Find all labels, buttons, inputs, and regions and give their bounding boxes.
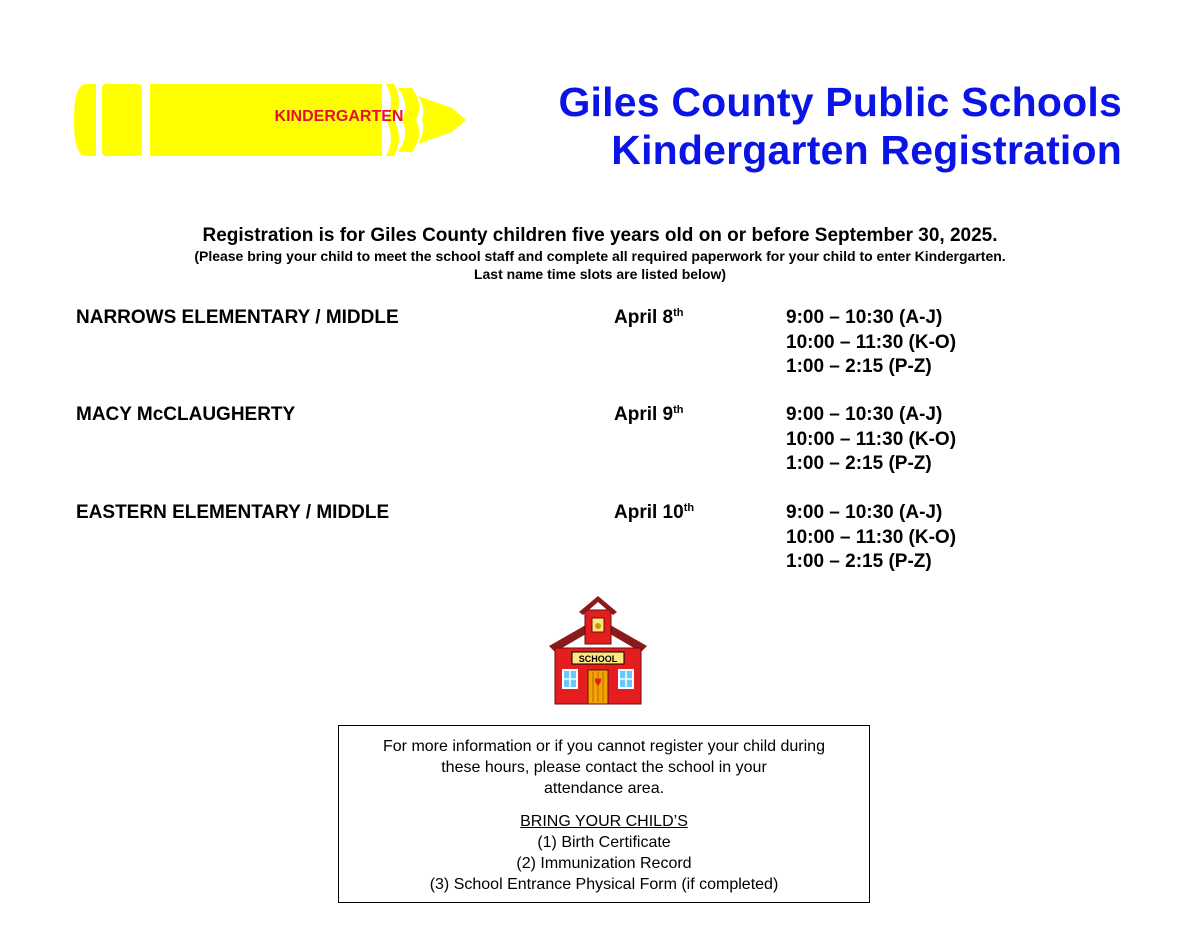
page-title [482, 78, 1122, 174]
info-line-1: For more information or if you cannot register your child during [383, 738, 825, 755]
bring-heading: BRING YOUR CHILD’S [520, 813, 688, 830]
schoolhouse-sign: SCHOOL [578, 654, 618, 664]
time-slot: 9:00 – 10:30 (A-J) [786, 502, 943, 523]
school-name: NARROWS ELEMENTARY / MIDDLE [76, 307, 399, 328]
bring-item: (2) Immunization Record [516, 855, 692, 872]
time-slots [786, 306, 956, 380]
time-slot: 10:00 – 11:30 (K-O) [786, 428, 957, 450]
registration-date: April 9th [614, 404, 684, 425]
registration-date: April 10th [614, 502, 695, 523]
title-line-1: Giles County Public Schools [558, 79, 1122, 125]
registration-intro [0, 225, 1200, 283]
bring-item: (3) School Entrance Physical Form (if completed) [429, 876, 779, 893]
time-slot: 1:00 – 2:15 (P-Z) [786, 453, 932, 474]
info-box [338, 725, 870, 903]
info-line-2: these hours, please contact the school in your [441, 759, 767, 776]
bring-item: (1) Birth Certificate [537, 834, 671, 851]
crayon-label: KINDERGARTEN [274, 108, 404, 125]
time-slot: 1:00 – 2:15 (P-Z) [786, 551, 932, 572]
schoolhouse-icon [545, 596, 651, 706]
school-name: EASTERN ELEMENTARY / MIDDLE [76, 502, 390, 523]
time-slots [786, 403, 956, 477]
title-line-2: Kindergarten Registration [611, 127, 1122, 173]
time-slot: 10:00 – 11:30 (K-O) [786, 331, 957, 353]
school-name: MACY McCLAUGHERTY [76, 404, 296, 425]
time-slots [786, 501, 956, 575]
registration-date: April 8th [614, 307, 684, 328]
instructions-line-1: (Please bring your child to meet the school staff and complete all required paperwork for your child to enter Kindergarten. [194, 248, 1006, 264]
kindergarten-crayon [72, 82, 472, 158]
eligibility-statement: Registration is for Giles County children five years old on or before September 30, 2025. [202, 225, 998, 246]
time-slot: 1:00 – 2:15 (P-Z) [786, 356, 932, 377]
time-slot: 9:00 – 10:30 (A-J) [786, 404, 943, 425]
time-slot: 10:00 – 11:30 (K-O) [786, 526, 957, 548]
info-line-3: attendance area. [543, 780, 665, 797]
schoolhouse-illustration [545, 596, 651, 706]
instructions-line-2: Last name time slots are listed below) [473, 266, 727, 282]
time-slot: 9:00 – 10:30 (A-J) [786, 307, 943, 328]
